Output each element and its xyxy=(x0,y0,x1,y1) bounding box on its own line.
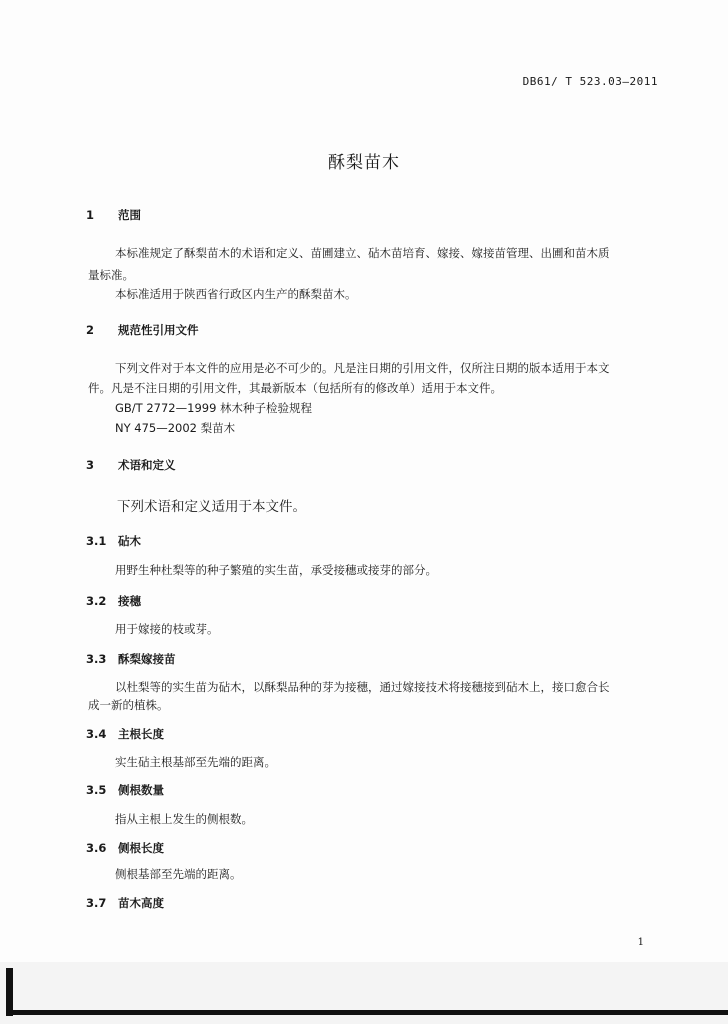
term-3-7-heading xyxy=(86,895,164,911)
term-title: 侧根数量 xyxy=(118,783,164,797)
term-number: 3.5 xyxy=(86,783,107,797)
term-3-6-heading xyxy=(86,840,164,856)
section-2-heading xyxy=(86,322,199,338)
term-3-5-heading xyxy=(86,782,164,798)
term-3-3-heading xyxy=(86,651,176,667)
term-title: 砧木 xyxy=(118,534,141,548)
term-title: 主根长度 xyxy=(118,727,164,741)
section-number: 1 xyxy=(86,208,95,222)
section-3-intro: 下列术语和定义适用于本文件。 xyxy=(117,499,306,515)
term-number: 3.4 xyxy=(86,727,107,741)
section-2-paragraph-line-1: 下列文件对于本文件的应用是必不可少的。凡是注日期的引用文件，仅所注日期的版本适用于本文 xyxy=(115,361,610,375)
scan-edge-line xyxy=(10,1010,728,1015)
section-title: 范围 xyxy=(118,208,141,222)
term-number: 3.7 xyxy=(86,896,107,910)
section-2-paragraph-line-2: 件。凡是不注日期的引用文件，其最新版本（包括所有的修改单）适用于本文件。 xyxy=(88,381,502,395)
section-1-paragraph-1-line-1: 本标准规定了酥梨苗木的术语和定义、苗圃建立、砧木苗培育、嫁接、嫁接苗管理、出圃和苗木质 xyxy=(115,246,610,260)
section-3-heading xyxy=(86,457,176,473)
term-3-3-definition-line-1: 以杜梨等的实生苗为砧木，以酥梨品种的芽为接穗，通过嫁接技术将接穗接到砧木上，接口愈合长 xyxy=(115,680,610,694)
term-number: 3.3 xyxy=(86,652,107,666)
scan-edge-mark xyxy=(6,968,13,1016)
reference-item-1: GB/T 2772—1999 林木种子检验规程 xyxy=(115,401,313,415)
section-title: 规范性引用文件 xyxy=(118,323,199,337)
page-number: 1 xyxy=(637,937,644,948)
term-3-1-definition: 用野生种杜梨等的种子繁殖的实生苗，承受接穗或接芽的部分。 xyxy=(115,563,437,577)
term-title: 酥梨嫁接苗 xyxy=(118,652,176,666)
document-title: 酥梨苗木 xyxy=(328,153,400,173)
term-3-2-definition: 用于嫁接的枝或芽。 xyxy=(115,622,219,636)
standard-code: DB61/ T 523.03—2011 xyxy=(522,75,658,88)
term-3-3-definition-line-2: 成一新的植株。 xyxy=(88,698,169,712)
term-3-4-definition: 实生砧主根基部至先端的距离。 xyxy=(115,755,276,769)
term-number: 3.6 xyxy=(86,841,107,855)
section-1-paragraph-2: 本标准适用于陕西省行政区内生产的酥梨苗木。 xyxy=(115,287,357,301)
term-3-1-heading xyxy=(86,533,141,549)
reference-item-2: NY 475—2002 梨苗木 xyxy=(115,421,236,435)
section-number: 3 xyxy=(86,458,95,472)
term-title: 侧根长度 xyxy=(118,841,164,855)
section-1-heading xyxy=(86,207,141,223)
section-title: 术语和定义 xyxy=(118,458,176,472)
term-number: 3.2 xyxy=(86,594,107,608)
term-title: 苗木高度 xyxy=(118,896,164,910)
term-3-4-heading xyxy=(86,726,164,742)
term-3-5-definition: 指从主根上发生的侧根数。 xyxy=(115,812,253,826)
term-title: 接穗 xyxy=(118,594,141,608)
term-3-2-heading xyxy=(86,593,141,609)
term-3-6-definition: 侧根基部至先端的距离。 xyxy=(115,867,242,881)
term-number: 3.1 xyxy=(86,534,107,548)
section-1-paragraph-1-line-2: 量标准。 xyxy=(88,268,134,282)
section-number: 2 xyxy=(86,323,95,337)
